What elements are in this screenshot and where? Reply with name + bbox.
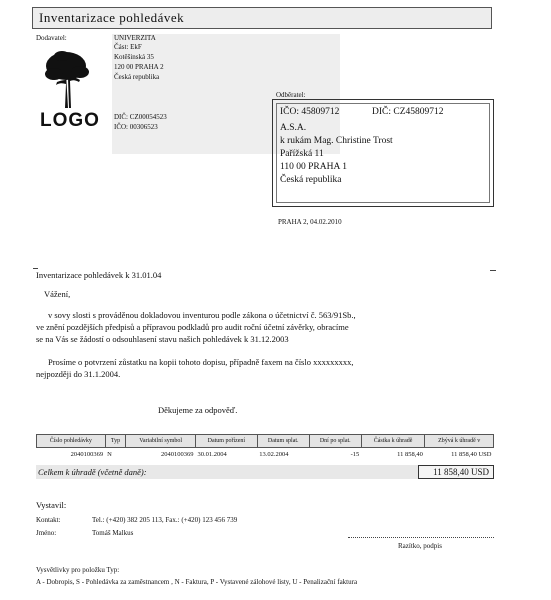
place-date: PRAHA 2, 04.02.2010: [278, 218, 342, 226]
customer-label: Odběratel:: [276, 91, 306, 99]
supplier-name: UNIVERZITA: [114, 34, 156, 42]
cell-date-created: 30.01.2004: [197, 450, 227, 458]
legend-text: A - Dobropis, S - Pohledávka za zaměstnancem , N - Faktura, P - Vystavené zálohové listy, U - Penalizační faktura: [36, 578, 358, 586]
logo-text: LOGO: [40, 110, 100, 131]
contact-value: Tel.: (+420) 382 205 113, Fax.: (+420) 123 456 739: [92, 516, 238, 524]
customer-city: 110 00 PRAHA 1: [280, 162, 347, 172]
th-amount-due: Částka k úhradě: [361, 435, 425, 448]
thanks-line: Děkujeme za odpověď.: [158, 405, 238, 415]
cell-receivable-number: 2040100369: [70, 450, 104, 458]
paragraph-1-line-1: v sovy slosti s prováděnou dokladovou inventurou podle zákona o účetnictví č. 563/91Sb.,: [48, 310, 356, 320]
fold-mark-left: [33, 268, 38, 269]
cell-variable-symbol: 2040100369: [160, 450, 194, 458]
paragraph-1-line-3: se na Vás se žádostí o odsouhlasení stavu našich pohledávek k 31.12.2003: [36, 334, 289, 344]
paragraph-1-line-2: ve znění pozdějších předpisů a přípravou podkladů pro audit roční účetní závěrky, obracíme: [36, 322, 349, 332]
table-row: [37, 448, 494, 461]
cell-remaining: 11 858,40 USD: [451, 450, 492, 458]
total-value: 11 858,40 USD: [418, 465, 494, 479]
name-label: Jméno:: [36, 529, 57, 537]
tree-logo-icon: [44, 50, 90, 108]
customer-name: A.S.A.: [280, 123, 307, 133]
document-title-box: [32, 7, 492, 29]
th-type: Typ: [105, 435, 126, 448]
supplier-ico: IČO: 00306523: [114, 123, 158, 131]
th-days-overdue: Dní po splat.: [309, 435, 361, 448]
name-value: Tomáš Malkus: [92, 529, 134, 537]
cell-due-date: 13.02.2004: [259, 450, 289, 458]
cell-amount-due: 11 858,40: [397, 450, 423, 458]
signature-line: [348, 537, 494, 538]
receivables-table: [36, 434, 494, 460]
th-date-created: Datum pořízení: [195, 435, 257, 448]
signature-label: Razítko, podpis: [398, 542, 442, 550]
th-variable-symbol: Variabilní symbol: [126, 435, 196, 448]
paragraph-2-line-1: Prosíme o potvrzení zůstatku na kopii tohoto dopisu, případně faxem na číslo xxxxxxxxx,: [48, 357, 354, 367]
paragraph-2-line-2: nejpozději do 31.1.2004.: [36, 369, 121, 379]
total-label: Celkem k úhradě (včetně daně):: [38, 467, 147, 477]
customer-dic: DIČ: CZ45809712: [372, 107, 444, 117]
issued-label: Vystavil:: [36, 500, 67, 510]
customer-ico: IČO: 45809712: [280, 107, 340, 117]
document-title: Inventarizace pohledávek: [39, 10, 185, 25]
supplier-label: Dodavatel:: [36, 34, 67, 42]
supplier-dic: DIČ: CZ00054523: [114, 113, 167, 121]
salutation: Vážení,: [44, 289, 71, 299]
supplier-attn: Část: EkF: [114, 43, 142, 51]
customer-street: Pařížská 11: [280, 149, 324, 159]
customer-attn: k rukám Mag. Christine Trost: [280, 136, 393, 146]
cell-type: N: [107, 450, 112, 458]
legend-title: Vysvětlivky pro položku Typ:: [36, 566, 120, 574]
supplier-street: Kotěšinská 35: [114, 53, 154, 61]
cell-days-overdue: -15: [350, 450, 360, 458]
fold-mark-right: [490, 270, 496, 271]
table-header-row: [37, 435, 494, 448]
body-heading: Inventarizace pohledávek k 31.01.04: [36, 270, 162, 280]
th-due-date: Datum splat.: [257, 435, 309, 448]
contact-label: Kontakt:: [36, 516, 61, 524]
th-remaining: Zbývá k úhradě v: [425, 435, 494, 448]
customer-country: Česká republika: [280, 175, 342, 185]
supplier-country: Česká republika: [114, 73, 160, 81]
supplier-city: 120 00 PRAHA 2: [114, 63, 164, 71]
th-receivable-number: Číslo pohledávky: [37, 435, 106, 448]
